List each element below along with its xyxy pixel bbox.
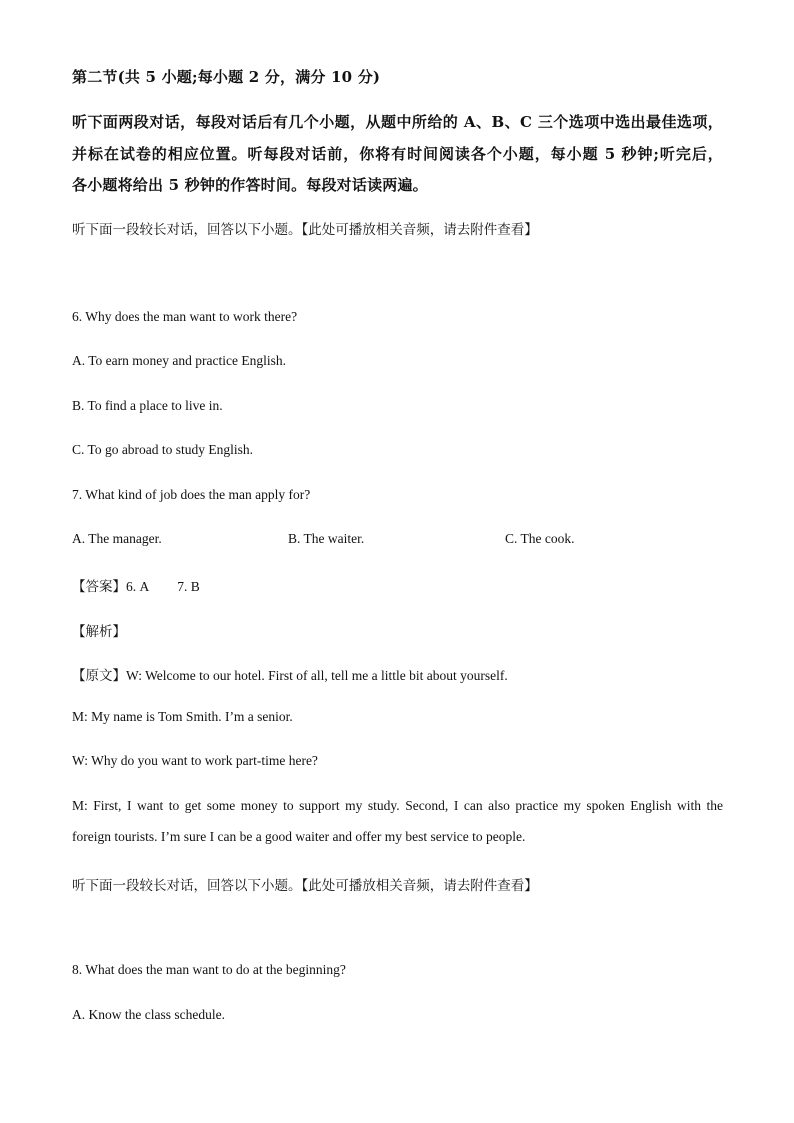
question-7-options	[72, 531, 672, 551]
transcript-line-m2-part2: foreign tourists. I’m sure I can be a good waiter and offer my best service to people.	[72, 829, 526, 844]
instructions-line-2: 并标在试卷的相应位置。听每段对话前，你将有时间阅读各个小题，每小题 5 秒钟;听完后，	[72, 145, 723, 163]
transcript-line-w1	[72, 664, 508, 684]
instructions-line-1: 听下面两段对话，每段对话后有几个小题，从题中所给的 A、B、C 三个选项中选出最佳选项，	[72, 113, 723, 131]
transcript-line-m2-part1: M: First, I want to get some money to support my study. Second, I can also practice my spoken English with the	[72, 798, 723, 813]
instructions-line-3: 各小题将给出 5 秒钟的作答时间。每段对话读两遍。	[72, 176, 428, 194]
question-6-option-a: A. To earn money and practice English.	[72, 353, 286, 368]
analysis-label: 【解析】	[72, 624, 126, 640]
question-7-option-b: B. The waiter.	[288, 531, 365, 546]
section-heading: 第二节(共 5 小题;每小题 2 分，满分 10 分)	[72, 68, 381, 86]
answer-6: 6. A	[126, 579, 150, 594]
transcript-line-m1: M: My name is Tom Smith. I’m a senior.	[72, 709, 293, 724]
question-8-stem: 8. What does the man want to do at the beginning?	[72, 962, 346, 977]
dialogue-1-prompt: 听下面一段较长对话，回答以下小题。【此处可播放相关音频，请去附件查看】	[72, 222, 538, 238]
question-6-option-b: B. To find a place to live in.	[72, 398, 223, 413]
answer-line	[72, 575, 200, 595]
transcript-line-w2: W: Why do you want to work part-time here?	[72, 753, 318, 768]
question-7-option-c: C. The cook.	[505, 531, 575, 546]
question-6-stem: 6. Why does the man want to work there?	[72, 309, 298, 324]
dialogue-2-prompt: 听下面一段较长对话，回答以下小题。【此处可播放相关音频，请去附件查看】	[72, 878, 538, 894]
question-6-option-c: C. To go abroad to study English.	[72, 442, 254, 457]
transcript-label: 【原文】	[72, 668, 126, 683]
question-7-stem: 7. What kind of job does the man apply for?	[72, 487, 311, 502]
transcript-w1-text: W: Welcome to our hotel. First of all, tell me a little bit about yourself.	[126, 668, 508, 683]
question-8-option-a: A. Know the class schedule.	[72, 1007, 225, 1022]
answer-7: 7. B	[177, 579, 200, 594]
question-7-option-a: A. The manager.	[72, 531, 162, 546]
answer-label: 【答案】	[72, 579, 126, 594]
